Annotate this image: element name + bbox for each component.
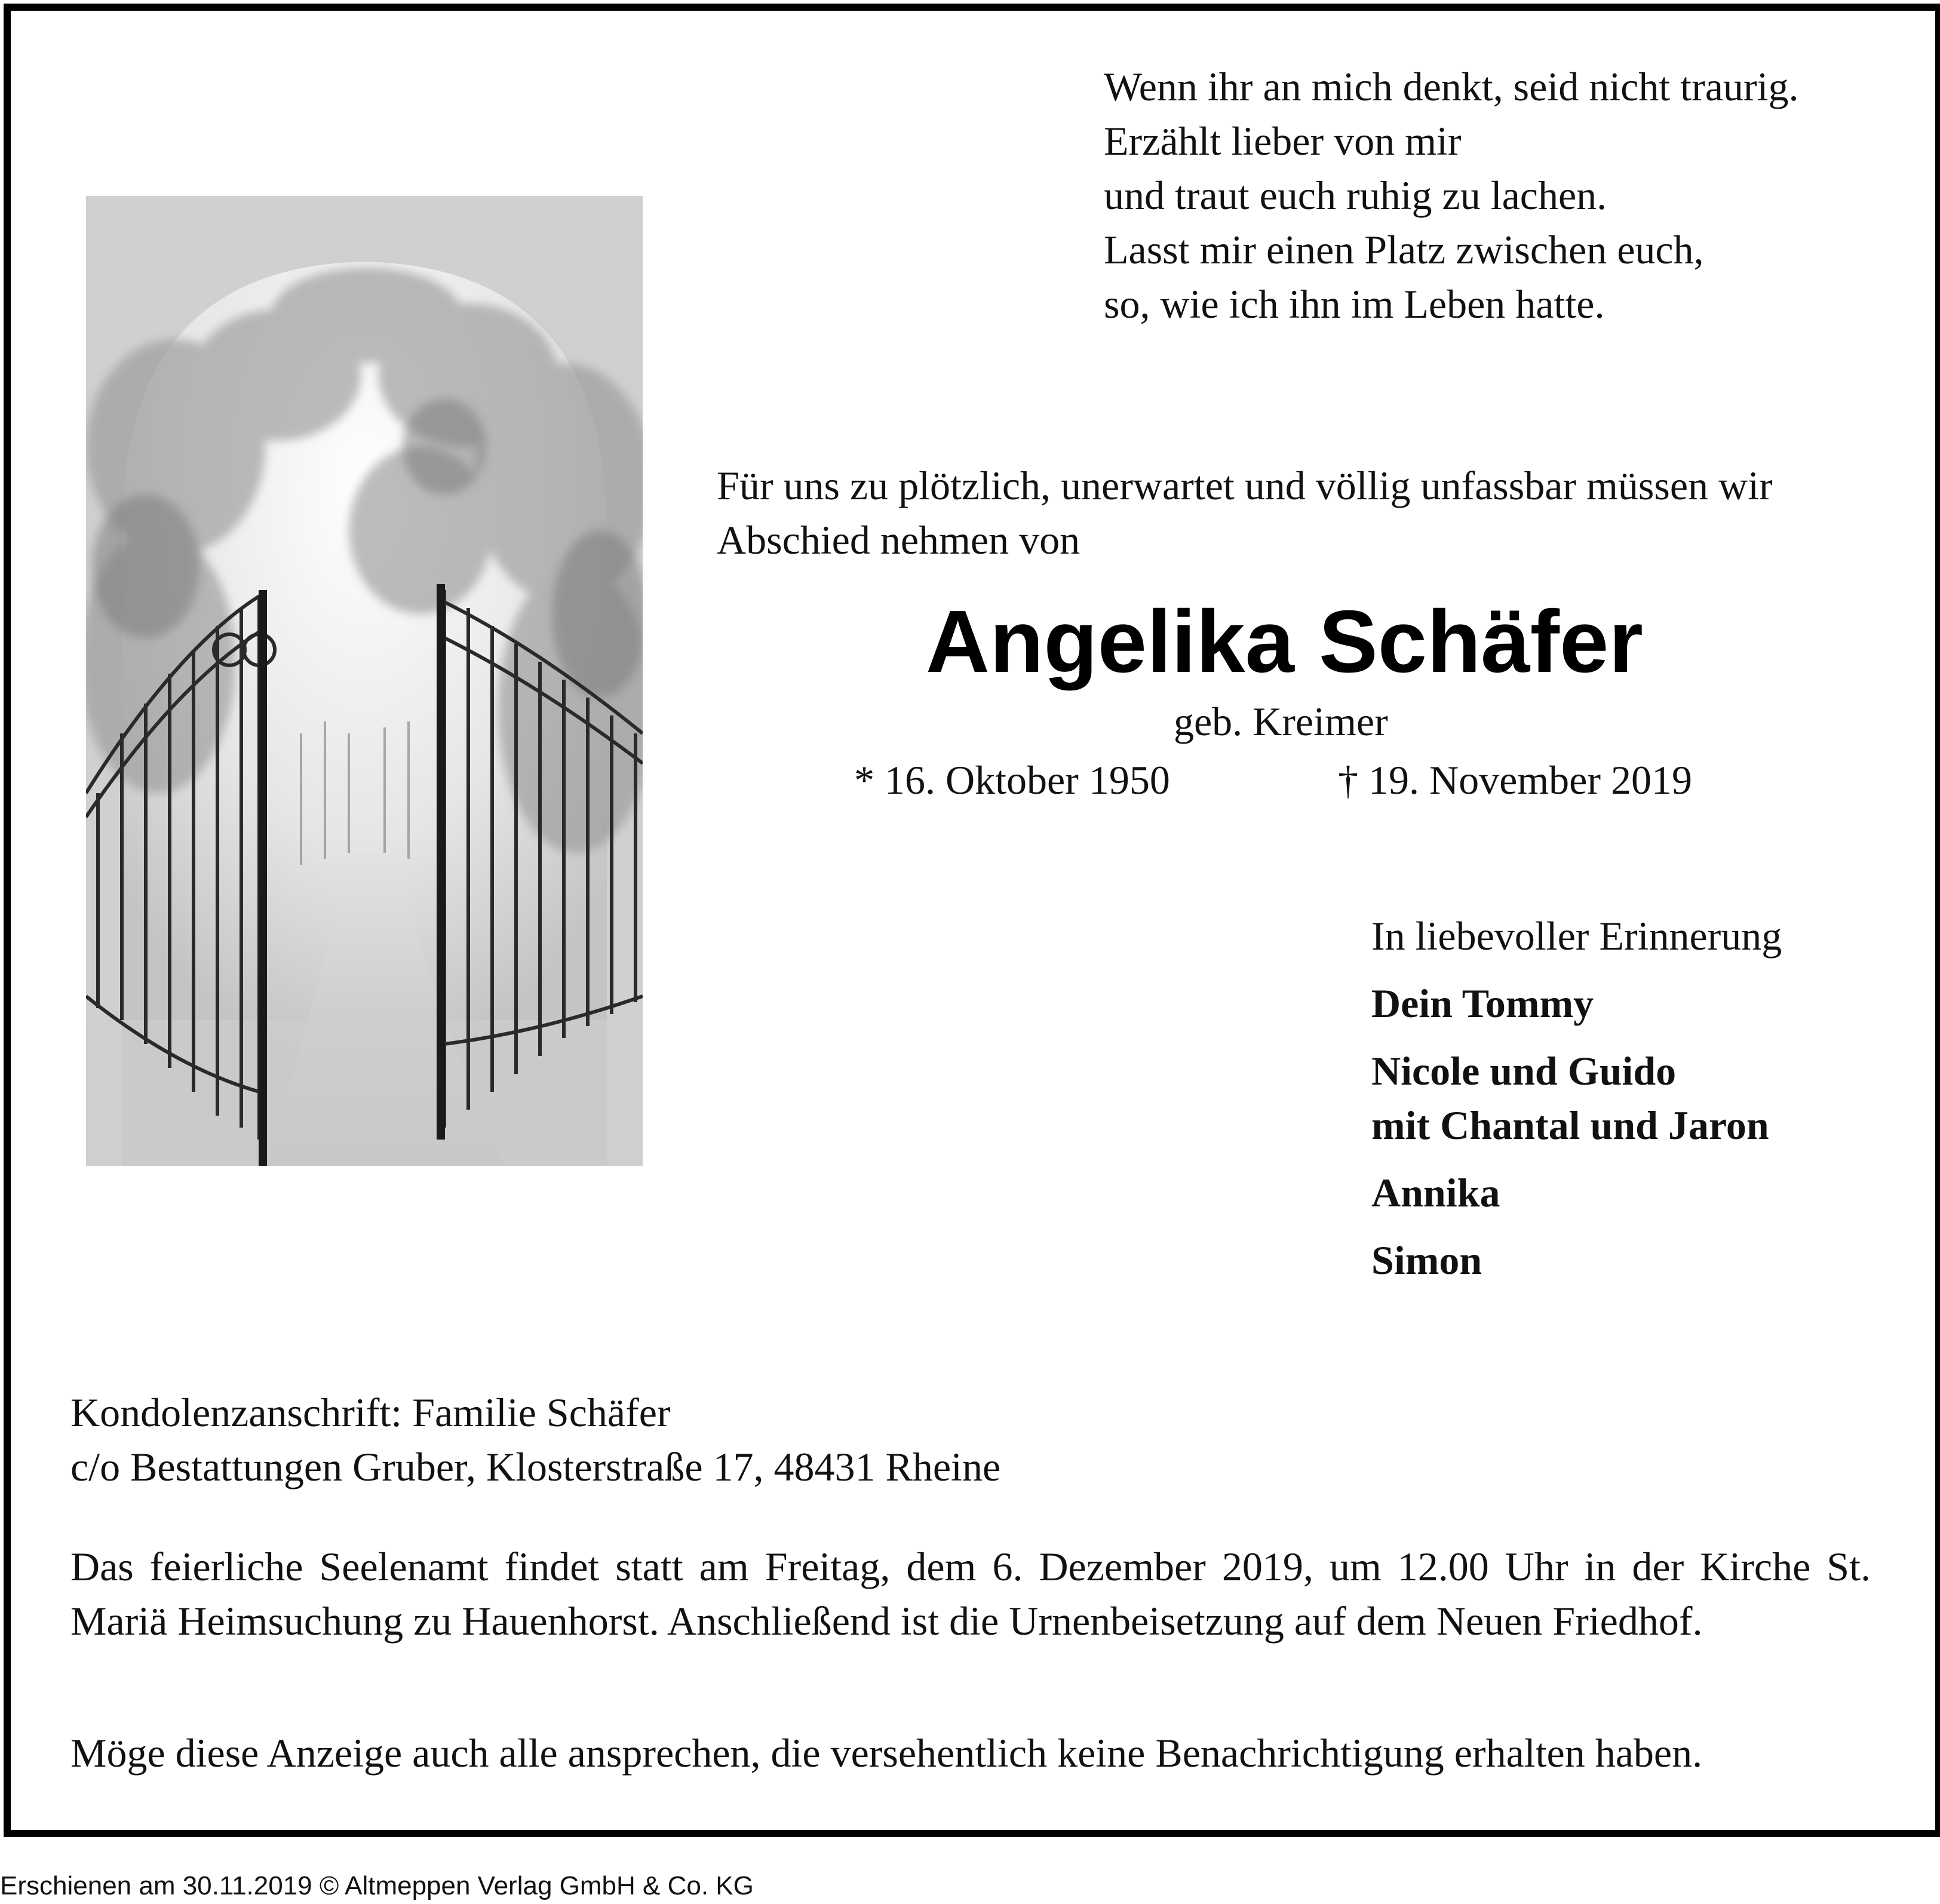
poem-line: Wenn ihr an mich denkt, seid nicht traurig. bbox=[1104, 64, 1799, 109]
publication-footer: Erschienen am 30.11.2019 © Altmeppen Verlag GmbH & Co. KG bbox=[0, 1871, 754, 1900]
family-member: Annika bbox=[1371, 1170, 1500, 1215]
family-member: Simon bbox=[1371, 1237, 1482, 1283]
address-line-2: c/o Bestattungen Gruber, Klosterstraße 17, 48431 Rheine bbox=[70, 1444, 1001, 1490]
address-line-1: Kondolenzanschrift: Familie Schäfer bbox=[70, 1390, 671, 1435]
condolence-address bbox=[70, 1386, 1205, 1494]
cemetery-gate-icon bbox=[86, 196, 643, 1166]
family-member-group bbox=[1371, 1044, 1885, 1153]
intro-line-2: Abschied nehmen von bbox=[717, 517, 1080, 563]
poem-line: so, wie ich ihn im Leben hatte. bbox=[1104, 281, 1605, 327]
birth-date: * 16. Oktober 1950 bbox=[854, 757, 1170, 803]
poem-line: Erzählt lieber von mir bbox=[1104, 118, 1462, 164]
memory-line: In liebevoller Erinnerung bbox=[1371, 913, 1782, 959]
family-signature bbox=[1371, 909, 1885, 1301]
poem-line: und traut euch ruhig zu lachen. bbox=[1104, 173, 1607, 218]
intro-line-1: Für uns zu plötzlich, unerwartet und völlig unfassbar müssen wir bbox=[717, 463, 1773, 508]
death-date: † 19. November 2019 bbox=[1338, 757, 1693, 803]
poem-line: Lasst mir einen Platz zwischen euch, bbox=[1104, 227, 1704, 272]
cemetery-gate-picture bbox=[86, 196, 643, 1166]
family-member: Dein Tommy bbox=[1371, 981, 1594, 1026]
poem bbox=[1104, 60, 1898, 331]
notice-text: Möge diese Anzeige auch alle ansprechen, die versehentlich keine Benachrichtigung erhalten haben. bbox=[70, 1730, 1703, 1776]
family-member: Nicole und Guido bbox=[1371, 1048, 1677, 1094]
intro-text bbox=[717, 459, 1875, 567]
maiden-name: geb. Kreimer bbox=[1174, 699, 1388, 744]
family-member: mit Chantal und Jaron bbox=[1371, 1103, 1769, 1148]
service-info: Das feierliche Seelenamt findet statt am Freitag, dem 6. Dezember 2019, um 12.00 Uhr in der Kirche St. Mariä Heimsuchung zu Hauenhorst. Anschließend ist die Urnenbeisetzung auf dem Neuen Friedhof. bbox=[70, 1544, 1871, 1644]
deceased-name: Angelika Schäfer bbox=[926, 592, 1643, 691]
